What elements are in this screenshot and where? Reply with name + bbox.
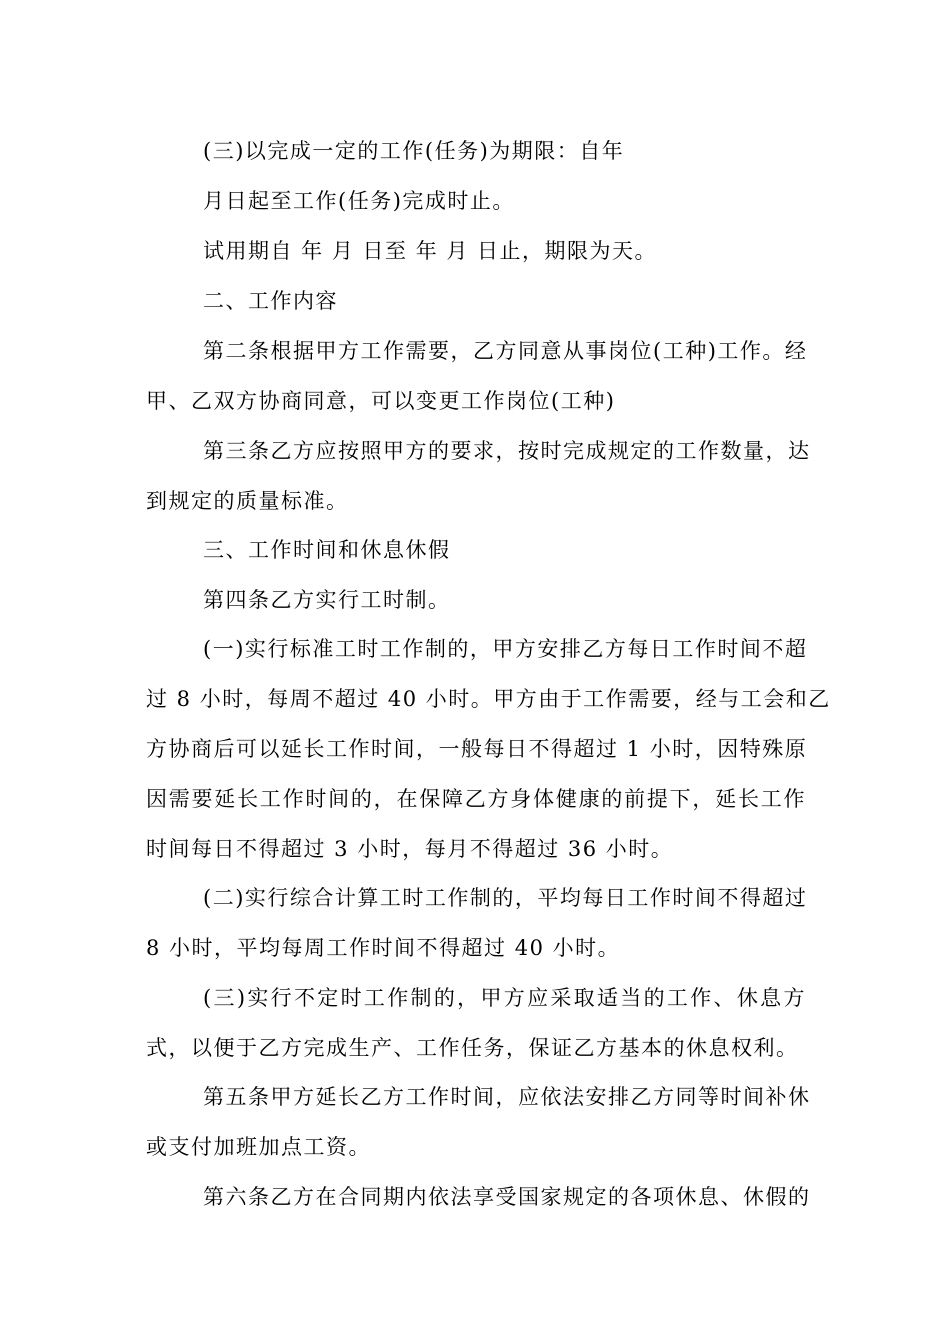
text-line: 到规定的质量标准。 [146,489,349,513]
section-heading: 三、工作时间和休息休假 [203,538,451,562]
text-line: 月日起至工作(任务)完成时止。 [203,189,515,213]
text-line: 甲、乙双方协商同意，可以变更工作岗位(工种) [146,389,616,413]
text-line: 第二条根据甲方工作需要，乙方同意从事岗位(工种)工作。经 [203,339,808,363]
text-line: 第六条乙方在合同期内依法享受国家规定的各项休息、休假的 [203,1185,811,1209]
text-line: (二)实行综合计算工时工作制的，平均每日工作时间不得超过 [203,886,808,910]
text-line: 8 小时，平均每周工作时间不得超过 40 小时。 [146,936,621,960]
text-line: 式，以便于乙方完成生产、工作任务，保证乙方基本的休息权利。 [146,1036,799,1060]
text-line: 或支付加班加点工资。 [146,1135,371,1159]
text-line: 过 8 小时，每周不超过 40 小时。甲方由于工作需要，经与工会和乙 [146,687,831,711]
section-heading: 二、工作内容 [203,289,338,313]
text-line: 第五条甲方延长乙方工作时间，应依法安排乙方同等时间补休 [203,1085,811,1109]
text-line: (三)实行不定时工作制的，甲方应采取适当的工作、休息方 [203,986,806,1010]
text-line: 方协商后可以延长工作时间，一般每日不得超过 1 小时，因特殊原 [146,737,808,761]
text-line: 第三条乙方应按照甲方的要求，按时完成规定的工作数量，达 [203,439,811,463]
text-line: 试用期自 年 月 日至 年 月 日止，期限为天。 [203,239,658,263]
text-line: 第四条乙方实行工时制。 [203,588,451,612]
text-line: (一)实行标准工时工作制的，甲方安排乙方每日工作时间不超 [203,637,808,661]
text-line: 因需要延长工作时间的，在保障乙方身体健康的前提下，延长工作 [146,787,806,811]
text-line: 时间每日不得超过 3 小时，每月不得超过 36 小时。 [146,837,674,861]
text-line: (三)以完成一定的工作(任务)为期限：自年 [203,139,625,163]
